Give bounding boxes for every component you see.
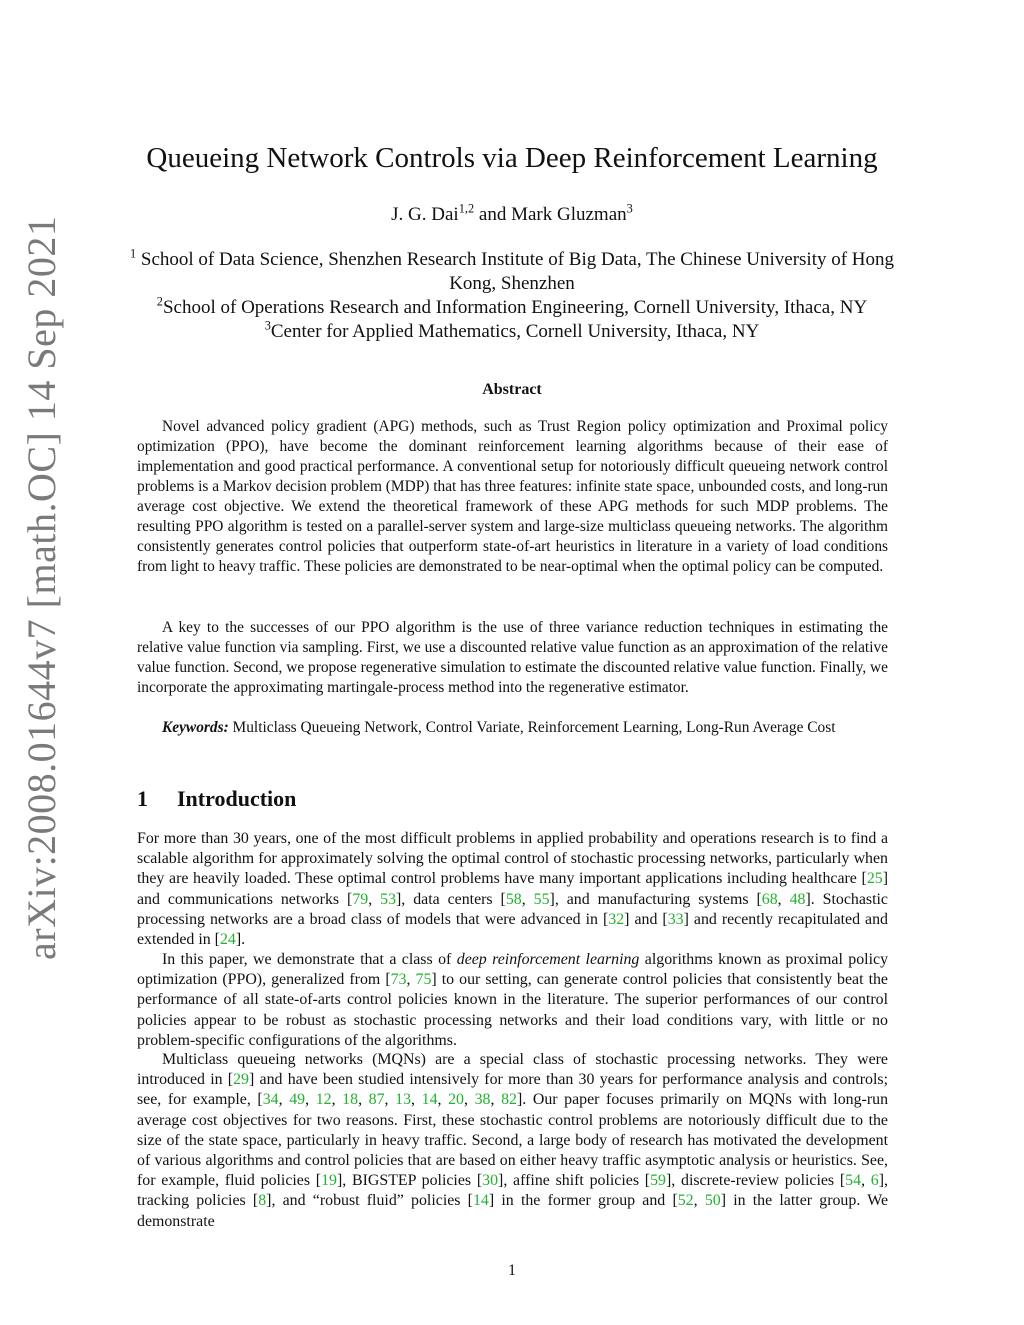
body-text: ], affine shift policies [ <box>498 1172 651 1190</box>
author-name-2: Mark Gluzman <box>511 204 627 225</box>
affiliation-marker: 3 <box>264 318 271 333</box>
page-number: 1 <box>508 1262 516 1279</box>
body-text: ] and have been studied intensively for more than 30 years for performance analysis and controls; see, for example, [ <box>137 1071 888 1109</box>
intro-paragraph-3 <box>137 1050 888 1232</box>
citation-link[interactable]: 53 <box>380 890 397 908</box>
citation-link[interactable]: 8 <box>258 1192 267 1210</box>
body-text: , <box>368 890 381 908</box>
citation-link[interactable]: 59 <box>650 1172 666 1190</box>
keywords-label: Keywords: <box>162 719 229 736</box>
body-text: , <box>305 1091 316 1109</box>
body-text: ] and communications networks [ <box>137 870 888 908</box>
body-text: ], and “robust fluid” policies [ <box>266 1192 473 1210</box>
body-text: ], and manufacturing systems [ <box>549 890 762 908</box>
citation-link[interactable]: 75 <box>415 971 432 989</box>
body-text: For more than 30 years, one of the most difficult problems in applied probability and operations research is to find a scalable algorithm for approximately solving the optimal control of stochastic processing networks, particularly when they are heavily loaded. These optimal control problems have many important applications including healthcare [ <box>137 830 888 888</box>
author-affil-marker-1: 1,2 <box>458 201 475 216</box>
author-name-1: J. G. Dai <box>391 204 459 225</box>
affiliation-3 <box>105 320 919 344</box>
body-text: , <box>693 1192 705 1210</box>
intro-paragraph-1 <box>137 829 888 950</box>
affiliation-text: School of Operations Research and Information Engineering, Cornell University, Ithaca, NY <box>162 297 868 318</box>
keywords-paragraph <box>137 718 888 738</box>
citation-link[interactable]: 52 <box>677 1192 694 1210</box>
citation-link[interactable]: 19 <box>321 1172 337 1190</box>
author-joiner: and <box>474 204 512 225</box>
citation-link[interactable]: 79 <box>352 890 369 908</box>
abstract-paragraph-2: A key to the successes of our PPO algorithm is the use of three variance reduction techniques in estimating the relative value function via sampling. First, we use a discounted relative value function as an approximation of the relative value function. Second, we propose regenerative simulation to estimate the discounted relative value function. Finally, we incorporate the approximating martingale-process method into the regenerative estimator. <box>137 619 888 696</box>
citation-link[interactable]: 54 <box>845 1172 862 1190</box>
citation-link[interactable]: 73 <box>390 971 407 989</box>
body-text: , <box>490 1091 502 1109</box>
body-text: ] in the former group and [ <box>488 1192 678 1210</box>
arxiv-identifier-stamp: arXiv:2008.01644v7 [math.OC] 14 Sep 2021 <box>19 215 64 960</box>
body-text: ], BIGSTEP policies [ <box>337 1172 483 1190</box>
abstract-heading: Abstract <box>482 381 542 398</box>
citation-link[interactable]: 33 <box>667 910 684 928</box>
citation-link[interactable]: 25 <box>866 870 883 888</box>
affiliation-text: Center for Applied Mathematics, Cornell University, Ithaca, NY <box>270 321 760 342</box>
body-text: , <box>406 971 416 989</box>
citation-link[interactable]: 34 <box>262 1091 279 1109</box>
section-title: Introduction <box>177 786 297 811</box>
citation-link[interactable]: 87 <box>368 1091 385 1109</box>
citation-link[interactable]: 6 <box>870 1172 879 1190</box>
citation-link[interactable]: 14 <box>421 1091 438 1109</box>
author-affil-marker-2: 3 <box>626 201 633 216</box>
citation-link[interactable]: 20 <box>448 1091 464 1109</box>
body-text: , <box>358 1091 369 1109</box>
body-text: ]. <box>235 931 246 949</box>
affiliation-marker: 2 <box>156 294 163 309</box>
citation-link[interactable]: 50 <box>704 1192 721 1210</box>
body-text: ] to our setting, can generate control policies that consistently beat the performance of all state-of-arts control policies known in the literature. The superior performances of our control policies appear to be robust as stochastic processing networks and their load conditions vary, with little or no problem-specific configurations of the algorithms. <box>137 971 888 1049</box>
affiliation-text: School of Data Science, Shenzhen Research Institute of Big Data, The Chinese University of Hong Kong, Shenzhen <box>136 249 895 294</box>
citation-link[interactable]: 32 <box>608 910 625 928</box>
affiliation-1 <box>105 248 919 296</box>
body-text: ], discrete-review policies [ <box>665 1172 846 1190</box>
citation-link[interactable]: 30 <box>482 1172 499 1190</box>
body-text: ], tracking policies [ <box>137 1172 889 1210</box>
body-text: , <box>278 1091 290 1109</box>
affiliation-marker: 1 <box>129 246 137 261</box>
body-text: algorithms known as proximal policy optimization (PPO), generalized from [ <box>137 951 889 989</box>
section-heading <box>137 786 296 812</box>
citation-link[interactable]: 29 <box>233 1071 249 1089</box>
body-text: ] in the latter group. We demonstrate <box>137 1192 888 1230</box>
citation-link[interactable]: 12 <box>315 1091 332 1109</box>
body-text: , <box>384 1091 396 1109</box>
body-text: ] and recently recapitulated and extended in [ <box>137 910 889 949</box>
citation-link[interactable]: 18 <box>342 1091 359 1109</box>
citation-link[interactable]: 48 <box>789 890 806 908</box>
body-text: ]. Stochastic processing networks are a broad class of models that were advanced in [ <box>137 890 888 928</box>
author-line <box>0 201 1024 226</box>
affiliation-2 <box>105 296 919 320</box>
body-text: , <box>861 1172 871 1190</box>
citation-link[interactable]: 55 <box>533 890 550 908</box>
citation-link[interactable]: 58 <box>505 890 522 908</box>
body-text: ], data centers [ <box>396 890 506 908</box>
abstract-paragraph-1: Novel advanced policy gradient (APG) methods, such as Trust Region policy optimization and Proximal policy optimization (PPO), have become the dominant reinforcement learning algorithms because of their ease of implementation and good practical performance. A conventional setup for notoriously difficult queueing network control problems is a Markov decision problem (MDP) that has three features: infinite state space, unbounded costs, and long-run average cost objective. We extend the theoretical framework of these APG methods for such MDP problems. The resulting PPO algorithm is tested on a parallel-server system and large-size multiclass queueing networks. The algorithm consistently generates control policies that outperform state-of-art heuristics in literature in a variety of load conditions from light to heavy traffic. These policies are demonstrated to be near-optimal when the optimal policy can be computed. <box>137 418 888 575</box>
body-text: , <box>464 1091 475 1109</box>
body-text: In this paper, we demonstrate that a class of <box>162 951 457 968</box>
citation-link[interactable]: 24 <box>219 931 236 949</box>
body-text: ] and [ <box>624 910 668 928</box>
citation-link[interactable]: 14 <box>472 1192 489 1210</box>
body-text: , <box>411 1091 422 1109</box>
body-text: , <box>777 890 790 908</box>
body-text: , <box>437 1091 449 1109</box>
citation-link[interactable]: 68 <box>761 890 778 908</box>
body-text: ]. Our paper focuses primarily on MQNs with long-run average cost objectives for two reasons. First, these stochastic control problems are notoriously difficult due to the size of the state space, particularly in heavy traffic. Second, a large body of research has motivated the development of various algorithms and control policies that are based on either heavy traffic asymptotic analysis or heuristics. See, for example, fluid policies [ <box>137 1091 889 1190</box>
paper-title: Queueing Network Controls via Deep Reinforcement Learning <box>146 142 878 174</box>
section-number: 1 <box>137 786 148 811</box>
emphasis-text: deep reinforcement learning <box>456 951 640 968</box>
keywords-list: Multiclass Queueing Network, Control Variate, Reinforcement Learning, Long-Run Average Cost <box>228 719 836 736</box>
citation-link[interactable]: 49 <box>289 1091 306 1109</box>
intro-paragraph-2 <box>137 950 888 1051</box>
body-text: , <box>521 890 534 908</box>
citation-link[interactable]: 82 <box>501 1091 517 1109</box>
body-text: , <box>331 1091 343 1109</box>
body-text: Multiclass queueing networks (MQNs) are a special class of stochastic processing networks. They were introduced in [ <box>137 1051 888 1089</box>
citation-link[interactable]: 13 <box>395 1091 412 1109</box>
citation-link[interactable]: 38 <box>474 1091 491 1109</box>
